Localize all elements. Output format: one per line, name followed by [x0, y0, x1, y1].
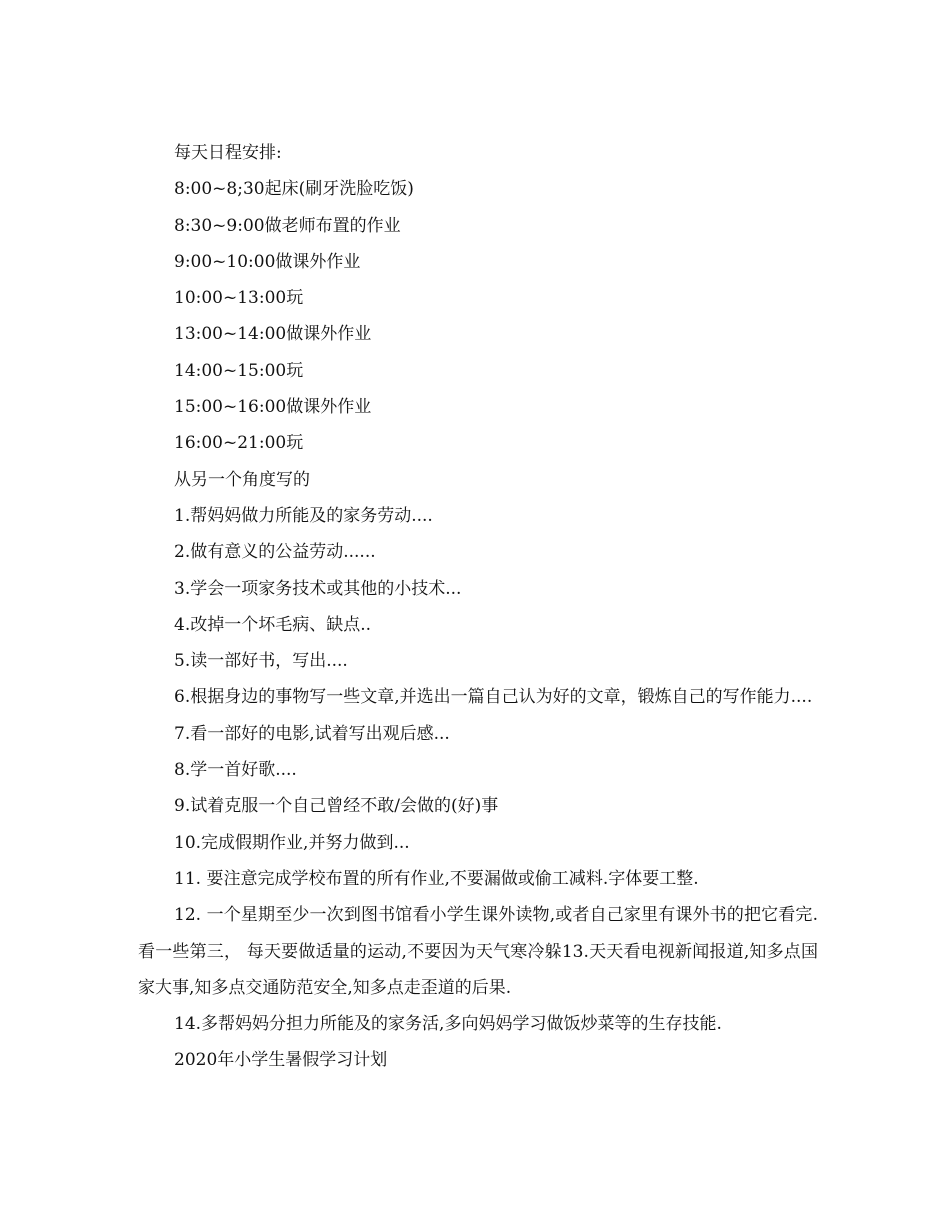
document-footer-title: 2020年小学生暑假学习计划 [174, 1050, 388, 1071]
schedule-heading: 每天日程安排: [174, 143, 282, 163]
plan-item: 1.帮妈妈做力所能及的家务劳动.... [174, 505, 433, 526]
schedule-item: 8:30~9:00做老师布置的作业 [174, 215, 401, 236]
plan-item: 5.读一部好书，写出.... [174, 651, 348, 672]
schedule-item: 14:00~15:00玩 [174, 360, 304, 381]
schedule-item: 16:00~21:00玩 [174, 433, 304, 454]
plan-item: 14.多帮妈妈分担力所能及的家务活,多向妈妈学习做饭炒菜等的生存技能. [174, 1014, 722, 1035]
plan-item: 7.看一部好的电影,试着写出观后感... [174, 723, 450, 744]
schedule-item: 8:00~8;30起床(刷牙洗脸吃饭) [174, 179, 414, 200]
section-heading: 从另一个角度写的 [174, 469, 310, 490]
plan-item: 8.学一首好歌.... [174, 760, 297, 781]
plan-item: 4.改掉一个坏毛病、缺点.. [174, 614, 372, 635]
schedule-item: 13:00~14:00做课外作业 [174, 324, 372, 345]
plan-item: 3.学会一项家务技术或其他的小技术... [174, 578, 462, 599]
plan-item: 12. 一个星期至少一次到图书馆看小学生课外读物,或者自己家里有课外书的把它看完.看一些第三， 每天要做适量的运动,不要因为天气寒冷躲13.天天看电视新闻报道,知多点国家大事,知多点交通防范安全,知多点走歪道的后果. [138, 905, 818, 998]
schedule-item: 10:00~13:00玩 [174, 288, 304, 309]
document-body [138, 135, 818, 1079]
plan-item: 2.做有意义的公益劳动...... [174, 542, 376, 563]
plan-item: 10.完成假期作业,并努力做到... [174, 832, 410, 853]
plan-item: 9.试着克服一个自己曾经不敢/会做的(好)事 [174, 796, 499, 817]
schedule-item: 9:00~10:00做课外作业 [174, 251, 361, 272]
plan-item: 6.根据身边的事物写一些文章,并选出一篇自己认为好的文章，锻炼自己的写作能力.... [174, 687, 813, 708]
schedule-item: 15:00~16:00做课外作业 [174, 397, 372, 418]
plan-item: 11. 要注意完成学校布置的所有作业,不要漏做或偷工减料.字体要工整. [174, 868, 699, 889]
